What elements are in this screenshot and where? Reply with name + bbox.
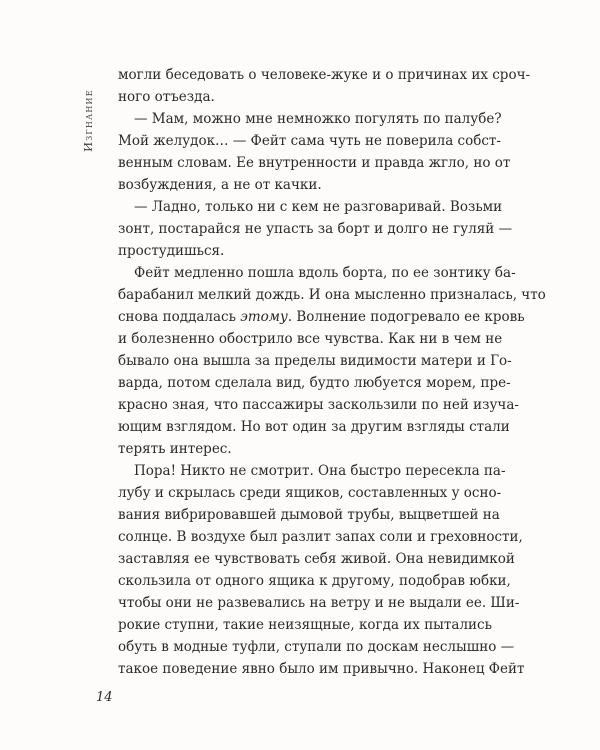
text-line: барабанил мелкий дождь. И она мысленно призналась, что [118,287,546,303]
text-line: — Мам, можно мне немножко погулять по палубе? [134,111,502,127]
text-line: варда, потом сделала вид, будто любуется морем, пре- [118,375,511,391]
text-line: могли беседовать о человеке-жуке и о причинах их сроч- [118,67,531,83]
text-line: рокие ступни, такие неизящные, когда их пытались [118,617,492,633]
text-line: такое поведение явно было им привычно. Наконец Фейт [118,661,525,677]
text-line: заставляя ее чувствовать себя живой. Она невидимкой [118,551,515,567]
text-run: . Волнение подогревало ее кровь [287,309,525,325]
text-line: ного отъезда. [118,89,215,105]
text-line: обуть в модные туфли, ступали по доскам неслышно — [118,639,515,655]
text-line: чтобы они не развевались на ветру и не выдали ее. Ши- [118,595,520,611]
text-line: красно зная, что пассажиры заскользили по ней изуча- [118,397,519,413]
running-head [81,72,103,152]
text-line: Фейт медленно пошла вдоль борта, по ее зонтику ба- [134,265,516,281]
text-line: вания вибрировавшей дымовой трубы, выцветшей на [118,507,500,523]
text-line [118,307,525,327]
text-run: снова поддалась [118,309,241,325]
text-line: венным словам. Ее внутренности и правда жгло, но от [118,155,511,171]
text-line: — Ладно, только ни с кем не разговаривай. Возьми [134,199,503,215]
text-line: зонт, постарайся не упасть за борт и долго не гуляй — [118,221,513,237]
text-line: солнце. В воздухе был разлит запах соли и греховности, [118,529,523,545]
text-line: лубу и скрылась среди ящиков, составленных у осно- [118,485,502,501]
text-line: терять интерес. [118,441,232,457]
italic-emphasis: этому [240,309,288,325]
page-number: 14 [96,690,113,705]
text-line: скользила от одного ящика к другому, подобрав юбки, [118,573,511,589]
text-line: и болезненно обострило все чувства. Как ни в чем не [118,331,503,347]
text-line: ющим взглядом. Но вот один за другим взгляды стали [118,419,510,435]
text-line: бывало она вышла за пределы видимости матери и Го- [118,353,512,369]
text-line: Мой желудок… — Фейт сама чуть не поверила собст- [118,133,501,149]
text-line: простудишься. [118,243,225,259]
running-head-text: Изгнание [81,89,95,152]
text-line: Пора! Никто не смотрит. Она быстро пересекла па- [134,463,506,479]
text-line: возбуждения, а не от качки. [118,177,322,193]
